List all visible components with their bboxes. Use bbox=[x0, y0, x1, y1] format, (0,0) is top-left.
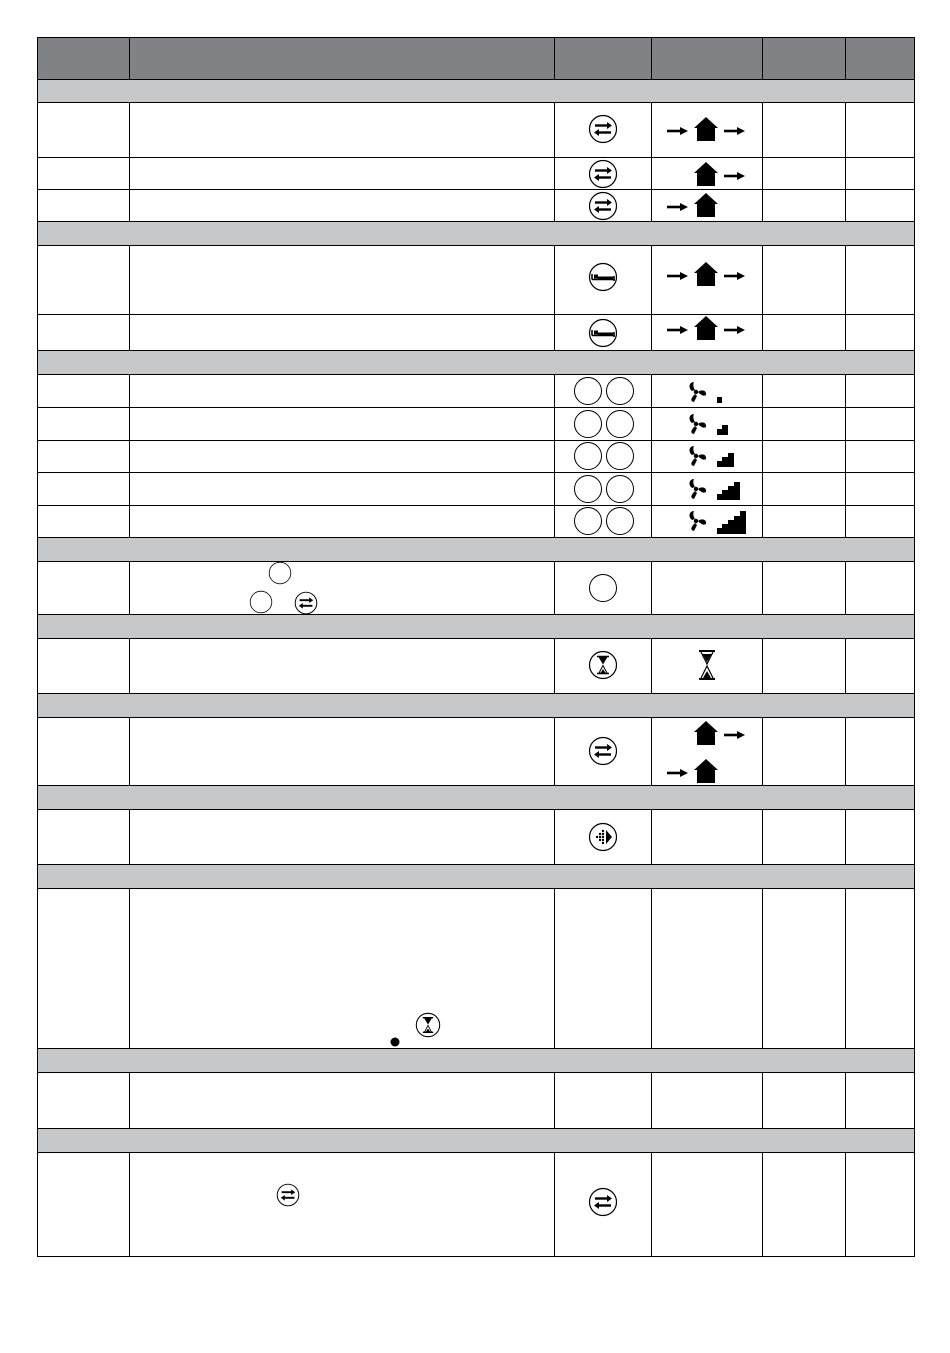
swap-arrows-icon bbox=[588, 114, 618, 144]
blank-button-icon bbox=[573, 441, 603, 471]
grid-line bbox=[554, 374, 555, 538]
grid-line bbox=[762, 717, 763, 786]
blank-button-icon bbox=[573, 506, 603, 536]
hourglass-icon bbox=[697, 649, 717, 681]
house-supply-icon bbox=[667, 759, 721, 785]
grid-line bbox=[845, 717, 846, 786]
grid-line bbox=[38, 221, 915, 222]
grid-line bbox=[129, 638, 130, 694]
grid-line bbox=[129, 717, 130, 786]
grid-line bbox=[38, 102, 915, 103]
dot-icon bbox=[390, 1037, 400, 1047]
grid-line bbox=[129, 102, 130, 222]
grid-line bbox=[762, 1072, 763, 1129]
blank-button-icon bbox=[605, 441, 635, 471]
grid-line bbox=[554, 638, 555, 694]
grid-line bbox=[762, 638, 763, 694]
grid-line bbox=[554, 888, 555, 1049]
grid-line bbox=[38, 888, 915, 889]
grid-line bbox=[762, 245, 763, 351]
grid-line bbox=[762, 561, 763, 615]
grid-line bbox=[554, 717, 555, 786]
grid-line bbox=[38, 1128, 915, 1129]
grid-line bbox=[38, 407, 915, 408]
grid-line bbox=[845, 374, 846, 538]
grid-line bbox=[762, 102, 763, 222]
grid-line bbox=[129, 809, 130, 865]
fan-speed-icon bbox=[686, 379, 756, 405]
house-supply-icon bbox=[667, 193, 721, 219]
grid-line bbox=[38, 638, 915, 639]
grid-line bbox=[38, 1256, 915, 1257]
swap-arrows-icon bbox=[588, 159, 618, 189]
blank-button-icon bbox=[268, 561, 292, 585]
filter-icon bbox=[588, 822, 618, 852]
section-band bbox=[38, 1129, 914, 1152]
grid-line bbox=[38, 472, 915, 473]
grid-line bbox=[554, 245, 555, 351]
section-band bbox=[38, 538, 914, 561]
grid-line bbox=[38, 614, 915, 615]
grid-line bbox=[38, 189, 915, 190]
grid-line bbox=[651, 717, 652, 786]
fan-speed-icon bbox=[686, 508, 756, 534]
grid-line bbox=[914, 37, 915, 1257]
bed-icon bbox=[588, 318, 618, 348]
swap-arrows-icon bbox=[294, 591, 318, 615]
section-band bbox=[38, 351, 914, 374]
grid-line bbox=[38, 505, 915, 506]
grid-line bbox=[38, 1152, 915, 1153]
grid-line bbox=[845, 245, 846, 351]
grid-line bbox=[38, 693, 915, 694]
grid-line bbox=[38, 350, 915, 351]
grid-line bbox=[129, 37, 130, 79]
grid-line bbox=[845, 809, 846, 865]
grid-line bbox=[38, 245, 915, 246]
section-band bbox=[38, 79, 914, 102]
blank-button-icon bbox=[573, 474, 603, 504]
grid-line bbox=[38, 440, 915, 441]
swap-arrows-icon bbox=[588, 1187, 618, 1217]
bed-icon bbox=[588, 262, 618, 292]
table-header-row bbox=[38, 38, 914, 79]
grid-line bbox=[554, 561, 555, 615]
grid-line bbox=[38, 785, 915, 786]
swap-arrows-icon bbox=[276, 1183, 300, 1207]
section-band bbox=[38, 865, 914, 888]
grid-line bbox=[38, 1072, 915, 1073]
house-extract-icon bbox=[694, 162, 748, 188]
blank-button-icon bbox=[573, 376, 603, 406]
grid-line bbox=[554, 1152, 555, 1257]
grid-line bbox=[129, 1072, 130, 1129]
grid-line bbox=[129, 888, 130, 1049]
grid-line bbox=[845, 888, 846, 1049]
grid-line bbox=[554, 1072, 555, 1129]
grid-line bbox=[37, 37, 38, 1257]
section-band bbox=[38, 615, 914, 638]
grid-line bbox=[762, 374, 763, 538]
grid-line bbox=[845, 1152, 846, 1257]
fan-speed-icon bbox=[686, 443, 756, 469]
grid-line bbox=[38, 157, 915, 158]
swap-arrows-icon bbox=[588, 736, 618, 766]
grid-line bbox=[762, 888, 763, 1049]
grid-line bbox=[38, 79, 915, 80]
section-band bbox=[38, 1049, 914, 1072]
grid-line bbox=[762, 37, 763, 79]
section-band bbox=[38, 786, 914, 809]
house-extract-icon bbox=[694, 721, 748, 747]
house-extract-supply-icon bbox=[667, 117, 747, 143]
grid-line bbox=[38, 864, 915, 865]
fan-speed-icon bbox=[686, 411, 756, 437]
grid-line bbox=[651, 37, 652, 79]
grid-line bbox=[129, 561, 130, 615]
grid-line bbox=[845, 102, 846, 222]
house-extract-supply-icon bbox=[667, 262, 747, 288]
grid-line bbox=[38, 37, 915, 38]
grid-line bbox=[129, 1152, 130, 1257]
grid-line bbox=[129, 374, 130, 538]
grid-line bbox=[38, 809, 915, 810]
grid-line bbox=[651, 374, 652, 538]
hourglass-icon bbox=[588, 650, 618, 680]
blank-button-icon bbox=[605, 506, 635, 536]
grid-line bbox=[651, 1072, 652, 1129]
hourglass-icon bbox=[415, 1012, 441, 1038]
grid-line bbox=[651, 245, 652, 351]
blank-button-icon bbox=[605, 474, 635, 504]
blank-button-icon bbox=[605, 409, 635, 439]
blank-button-icon bbox=[249, 590, 273, 614]
grid-line bbox=[651, 809, 652, 865]
blank-button-icon bbox=[605, 376, 635, 406]
grid-line bbox=[38, 314, 915, 315]
grid-line bbox=[845, 37, 846, 79]
grid-line bbox=[845, 638, 846, 694]
grid-line bbox=[651, 888, 652, 1049]
blank-button-icon bbox=[573, 409, 603, 439]
grid-line bbox=[38, 537, 915, 538]
section-band bbox=[38, 222, 914, 245]
grid-line bbox=[554, 37, 555, 79]
swap-arrows-icon bbox=[588, 191, 618, 221]
section-band bbox=[38, 694, 914, 717]
grid-line bbox=[38, 374, 915, 375]
grid-line bbox=[129, 245, 130, 351]
grid-line bbox=[38, 561, 915, 562]
grid-line bbox=[762, 1152, 763, 1257]
grid-line bbox=[651, 102, 652, 222]
grid-line bbox=[651, 1152, 652, 1257]
grid-line bbox=[651, 561, 652, 615]
grid-line bbox=[762, 809, 763, 865]
grid-line bbox=[554, 102, 555, 222]
grid-line bbox=[554, 809, 555, 865]
fan-speed-icon bbox=[686, 476, 756, 502]
blank-button-icon bbox=[588, 573, 618, 603]
grid-line bbox=[845, 1072, 846, 1129]
grid-line bbox=[845, 561, 846, 615]
house-extract-supply-icon bbox=[667, 316, 747, 342]
grid-line bbox=[38, 717, 915, 718]
grid-line bbox=[651, 638, 652, 694]
grid-line bbox=[38, 1048, 915, 1049]
